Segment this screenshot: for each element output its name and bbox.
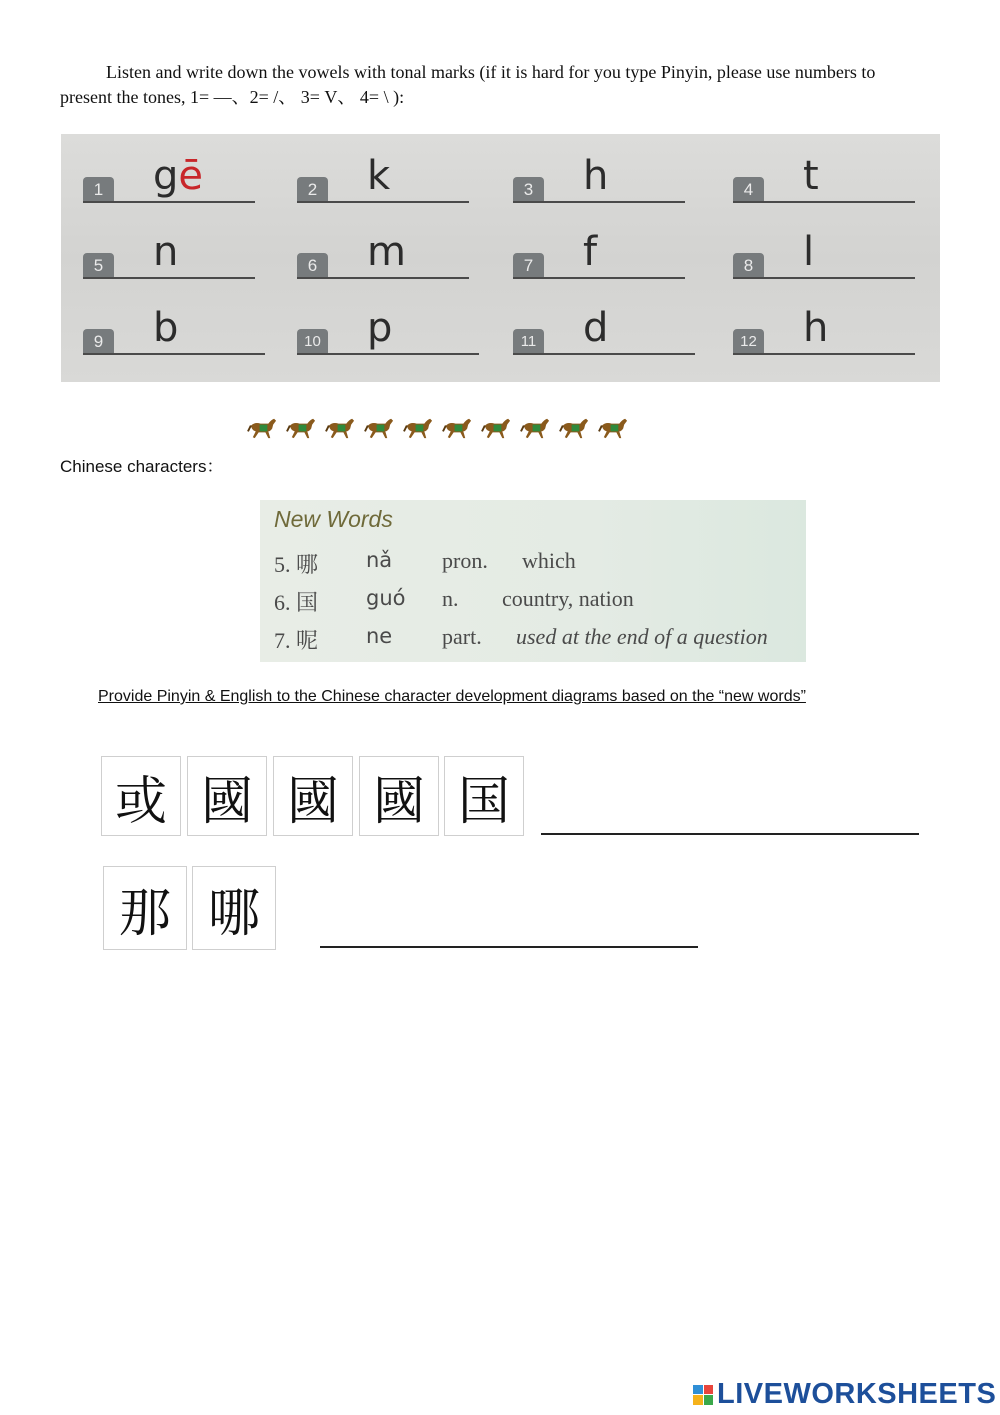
logo-text: LIVEWORKSHEETS xyxy=(717,1378,997,1410)
word-definition: which xyxy=(522,548,576,573)
answer-underline xyxy=(83,277,255,279)
word-pos: n. xyxy=(442,586,459,611)
word-pinyin: nǎ xyxy=(366,548,393,572)
word-pos: part. xyxy=(442,624,482,649)
character-stage-tile: 國 xyxy=(187,756,267,836)
answer-line-guo[interactable] xyxy=(541,833,919,835)
pinyin-vowel: ē xyxy=(178,153,203,199)
item-number-badge: 3 xyxy=(513,177,544,202)
item-number-badge: 8 xyxy=(733,253,764,278)
pinyin-initial: h xyxy=(803,305,829,351)
word-number: 6. 国 xyxy=(274,590,319,615)
pinyin-item-1[interactable] xyxy=(83,144,255,204)
character-stage-tile: 國 xyxy=(273,756,353,836)
item-number-badge: 12 xyxy=(733,329,764,354)
pinyin-initial: l xyxy=(803,229,815,275)
word-pinyin: guó xyxy=(366,586,406,610)
answer-underline xyxy=(297,201,469,203)
pinyin-item-6[interactable] xyxy=(297,220,469,280)
horse-icon xyxy=(325,412,356,443)
answer-underline xyxy=(83,353,265,355)
horse-icon xyxy=(403,412,434,443)
answer-line-na[interactable] xyxy=(320,946,698,948)
item-number-badge: 6 xyxy=(297,253,328,278)
character-stage-tile: 国 xyxy=(444,756,524,836)
item-number-badge: 7 xyxy=(513,253,544,278)
liveworksheets-logo xyxy=(693,1378,996,1411)
horse-icon xyxy=(247,412,278,443)
pinyin-exercise-panel xyxy=(61,134,940,382)
horse-icon xyxy=(286,412,317,443)
answer-underline xyxy=(297,353,479,355)
pinyin-item-7[interactable] xyxy=(513,220,685,280)
pinyin-item-9[interactable] xyxy=(83,296,265,356)
pinyin-initial: n xyxy=(153,229,179,275)
pinyin-initial: m xyxy=(367,229,406,275)
horse-icon xyxy=(481,412,512,443)
word-number: 5. 哪 xyxy=(274,552,319,577)
pinyin-initial: gē xyxy=(153,153,203,199)
pinyin-item-2[interactable] xyxy=(297,144,469,204)
pinyin-initial: f xyxy=(583,229,598,275)
new-words-panel xyxy=(260,500,806,662)
item-number-badge: 2 xyxy=(297,177,328,202)
answer-underline xyxy=(513,277,685,279)
horse-icon xyxy=(559,412,590,443)
pinyin-item-12[interactable] xyxy=(733,296,915,356)
pinyin-initial: t xyxy=(803,153,819,199)
pinyin-item-11[interactable] xyxy=(513,296,695,356)
character-stage-tile: 或 xyxy=(101,756,181,836)
item-number-badge: 11 xyxy=(513,329,544,354)
word-definition: used at the end of a question xyxy=(516,624,768,649)
pinyin-item-10[interactable] xyxy=(297,296,479,356)
item-number-badge: 4 xyxy=(733,177,764,202)
item-number-badge: 9 xyxy=(83,329,114,354)
pinyin-item-3[interactable] xyxy=(513,144,685,204)
instructions-text: Listen and write down the vowels with tonal marks (if it is hard for you type Pinyin, please use numbers to present the tones, 1= —、2= /、 3= V、 4= \ ): xyxy=(60,62,876,107)
pinyin-initial: b xyxy=(153,305,179,351)
horse-icon xyxy=(520,412,551,443)
character-stage-tile: 哪 xyxy=(192,866,276,950)
item-number-badge: 1 xyxy=(83,177,114,202)
answer-underline xyxy=(733,353,915,355)
task-instruction: Provide Pinyin & English to the Chinese character development diagrams based on the “new words” xyxy=(98,688,806,705)
answer-underline xyxy=(513,353,695,355)
new-words-title: New Words xyxy=(274,506,393,532)
pinyin-initial: k xyxy=(367,153,391,199)
word-definition: country, nation xyxy=(502,586,634,611)
word-pinyin: ne xyxy=(366,624,393,648)
item-number-badge: 10 xyxy=(297,329,328,354)
pinyin-item-4[interactable] xyxy=(733,144,915,204)
horse-icon xyxy=(598,412,629,443)
word-number: 7. 呢 xyxy=(274,628,319,653)
word-pos: pron. xyxy=(442,548,488,573)
pinyin-item-5[interactable] xyxy=(83,220,255,280)
answer-underline xyxy=(83,201,255,203)
character-stage-tile: 國 xyxy=(359,756,439,836)
answer-underline xyxy=(297,277,469,279)
pinyin-initial: h xyxy=(583,153,609,199)
pinyin-item-8[interactable] xyxy=(733,220,915,280)
answer-underline xyxy=(733,277,915,279)
section-label: Chinese characters： xyxy=(60,457,224,476)
answer-underline xyxy=(733,201,915,203)
horse-icon xyxy=(364,412,395,443)
pinyin-initial: d xyxy=(583,305,609,351)
character-stage-tile: 那 xyxy=(103,866,187,950)
logo-blocks-icon xyxy=(693,1385,713,1405)
horse-icon xyxy=(442,412,473,443)
horse-divider xyxy=(247,412,629,443)
pinyin-initial: p xyxy=(367,305,393,351)
answer-underline xyxy=(513,201,685,203)
item-number-badge: 5 xyxy=(83,253,114,278)
